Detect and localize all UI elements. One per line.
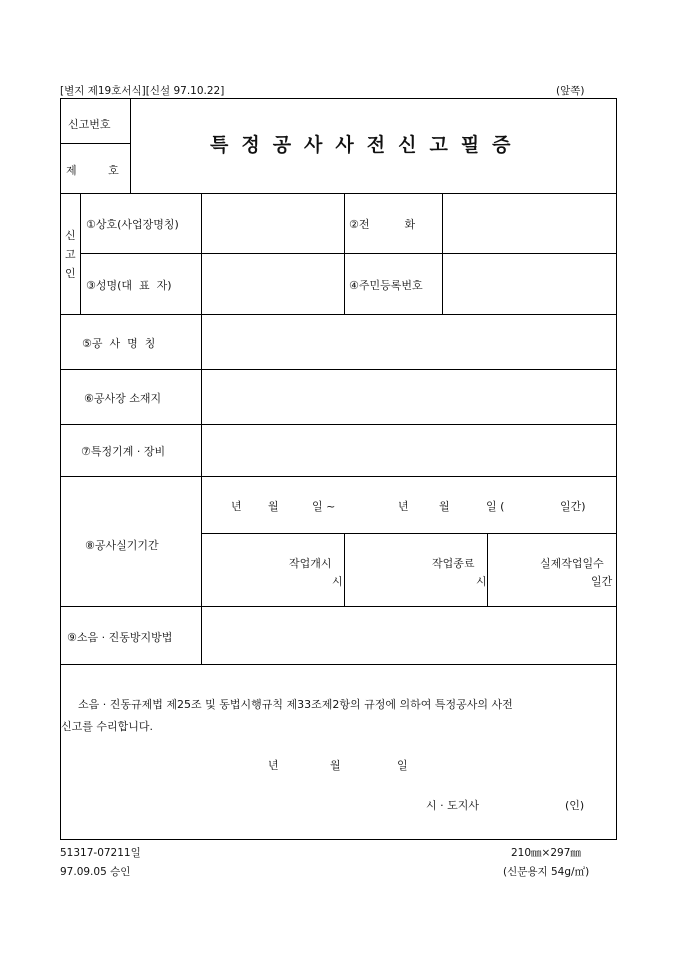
actual-work-days-unit: 일간 — [591, 575, 613, 588]
divider — [80, 253, 617, 254]
reporter-char: 인 — [65, 267, 76, 280]
reporter-char: 고 — [65, 248, 76, 261]
work-end-label: 작업종료 — [432, 557, 475, 570]
divider — [442, 193, 443, 314]
issue-day: 일 — [397, 759, 408, 772]
days-label: 일간) — [560, 500, 586, 513]
number-label: 제 호 — [66, 164, 119, 177]
divider — [80, 193, 81, 314]
divider — [130, 98, 131, 193]
approval-date: 97.09.05 승인 — [60, 866, 131, 878]
form-code: 51317-07211일 — [60, 847, 141, 859]
start-month: 월 — [268, 500, 279, 513]
divider — [344, 193, 345, 314]
site-location-label: ⑥공사장 소재지 — [84, 392, 162, 405]
representative-name-label: ③성명(대 표 자) — [86, 279, 172, 292]
form-reference: [별지 제19호서식][신설 97.10.22] — [60, 85, 225, 97]
end-year: 년 — [398, 500, 409, 513]
divider — [60, 424, 617, 425]
divider — [60, 369, 617, 370]
paper-type: (신문용지 54g/㎡) — [503, 866, 590, 878]
divider — [487, 533, 488, 606]
construction-period-label: ⑧공사실기기간 — [85, 539, 159, 552]
issue-month: 월 — [330, 759, 341, 772]
start-year: 년 — [231, 500, 242, 513]
issuing-authority: 시 · 도지사 — [426, 799, 479, 812]
divider — [60, 606, 617, 607]
company-label: ①상호(사업장명칭) — [86, 218, 179, 231]
end-day: 일 ( — [486, 500, 505, 513]
resident-number-label: ④주민등록번호 — [349, 279, 423, 292]
phone-label: ②전 화 — [349, 218, 416, 231]
construction-name-label: ⑤공 사 명 칭 — [82, 337, 156, 350]
actual-work-days-label: 실제작업일수 — [540, 557, 604, 570]
divider — [60, 664, 617, 665]
divider — [201, 533, 617, 534]
divider — [60, 143, 130, 144]
divider — [344, 533, 345, 606]
page-side-label: (앞쪽) — [556, 85, 585, 97]
divider — [60, 476, 617, 477]
work-end-unit: 시 — [476, 575, 487, 588]
work-start-label: 작업개시 — [289, 557, 332, 570]
reporter-char: 신 — [65, 229, 76, 242]
divider — [201, 193, 202, 664]
work-start-unit: 시 — [332, 575, 343, 588]
paper-size: 210㎜×297㎜ — [511, 847, 581, 859]
start-day: 일 ~ — [312, 500, 336, 513]
equipment-label: ⑦특정기계 · 장비 — [81, 445, 166, 458]
seal-mark: (인) — [565, 799, 585, 812]
document-title: 특정공사사전신고필증 — [210, 134, 524, 156]
issue-year: 년 — [268, 759, 279, 772]
end-month: 월 — [439, 500, 450, 513]
divider — [60, 193, 617, 194]
report-number-label: 신고번호 — [68, 118, 111, 131]
noise-prevention-label: ⑨소음 · 진동방지방법 — [67, 631, 173, 644]
acceptance-statement: 소음 · 진동규제법 제25조 및 동법시행규칙 제33조제2항의 규정에 의하여 특정공사의 사전 — [78, 698, 513, 711]
divider — [60, 314, 617, 315]
acceptance-statement-cont: 신고를 수리합니다. — [61, 720, 154, 733]
